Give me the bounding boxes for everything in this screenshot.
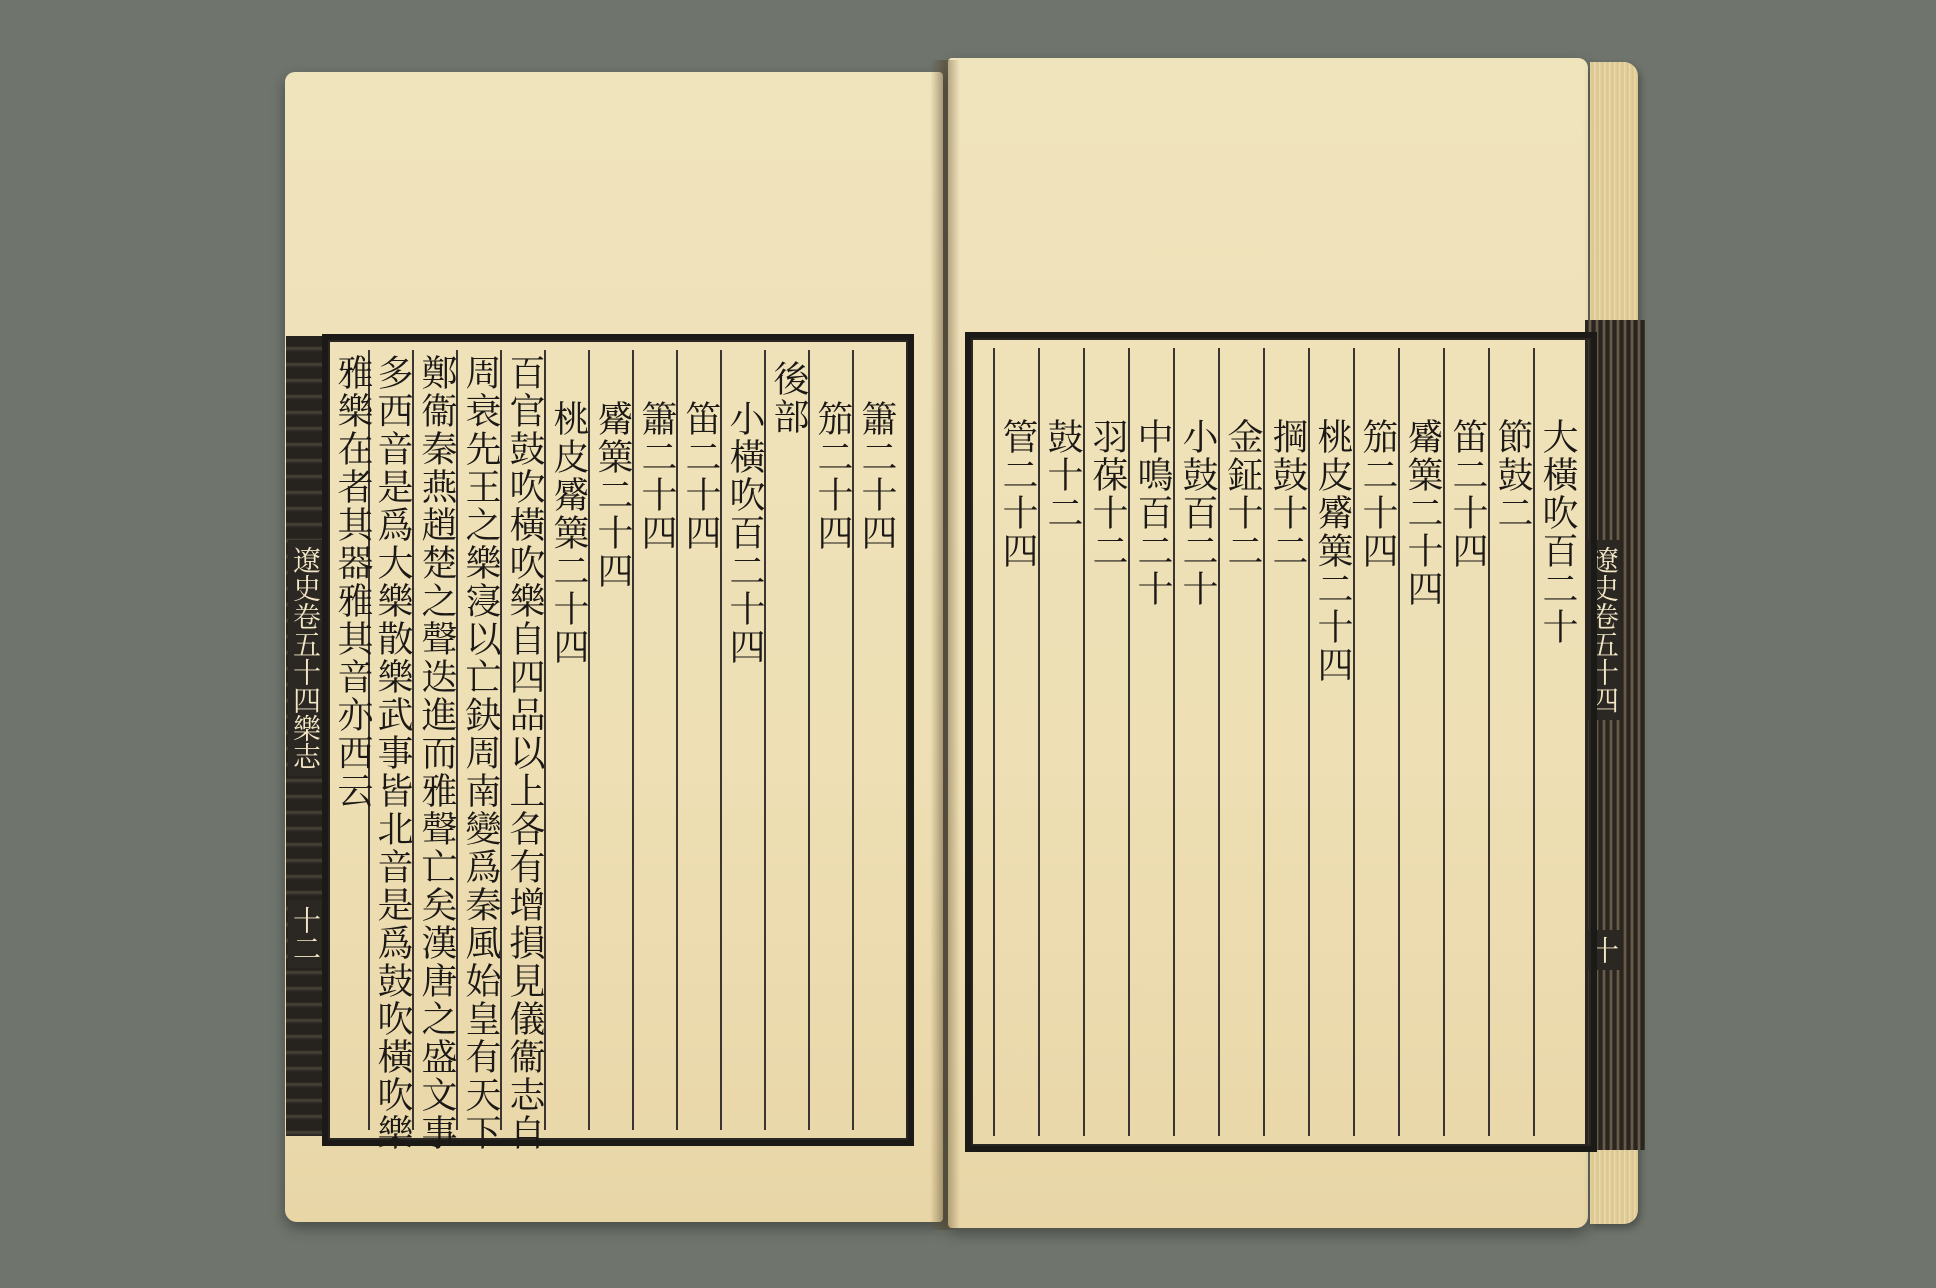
left-column xyxy=(588,350,634,1130)
left-column xyxy=(500,350,546,1152)
column-text: 笳二十四 xyxy=(1357,418,1398,570)
right-column xyxy=(1218,348,1264,1136)
column-text: 簫二十四 xyxy=(636,400,677,552)
left-page-number: 十二 xyxy=(288,900,322,968)
column-text: 笛二十四 xyxy=(1447,418,1488,570)
column-text: 掆鼓十二 xyxy=(1267,418,1308,570)
left-column xyxy=(764,350,810,1130)
right-column xyxy=(1353,348,1399,1136)
column-text: 鼓十二 xyxy=(1042,418,1083,532)
column-text: 笛二十四 xyxy=(680,400,721,552)
book-gutter xyxy=(930,60,960,1230)
column-text: 管二十四 xyxy=(997,418,1038,570)
column-text: 百官鼓吹橫吹樂自四品以上各有增損見儀衞志自 xyxy=(504,354,545,1152)
right-column xyxy=(1488,348,1534,1136)
column-text: 多西音是爲大樂散樂武事皆北音是爲鼓吹橫吹樂 xyxy=(372,354,413,1152)
right-column xyxy=(1083,348,1129,1136)
left-column xyxy=(676,350,722,1130)
column-text: 簫二十四 xyxy=(856,400,897,552)
column-text: 大橫吹百二十 xyxy=(1537,418,1578,646)
right-column xyxy=(1128,348,1174,1136)
column-text: 笳二十四 xyxy=(812,400,853,552)
column-text: 觱篥二十四 xyxy=(592,400,633,590)
column-text: 羽葆十二 xyxy=(1087,418,1128,570)
column-text: 觱篥二十四 xyxy=(1402,418,1443,608)
left-column xyxy=(632,350,678,1130)
column-text: 小橫吹百二十四 xyxy=(724,400,765,666)
left-inner-border xyxy=(328,340,908,1152)
right-margin-title: 遼史卷五十四 xyxy=(1586,540,1620,720)
column-text: 桃皮觱篥二十四 xyxy=(548,400,589,666)
column-text: 小鼓百二十 xyxy=(1177,418,1218,608)
right-column xyxy=(993,348,1039,1136)
right-column xyxy=(1038,348,1084,1136)
right-column xyxy=(1263,348,1309,1136)
left-column xyxy=(852,350,898,1130)
right-column xyxy=(1533,348,1579,1136)
column-text: 節鼓二 xyxy=(1492,418,1533,532)
right-text-frame xyxy=(965,332,1597,1152)
left-column xyxy=(368,350,414,1152)
column-text: 中鳴百二十 xyxy=(1132,418,1173,608)
right-page-number: 十 xyxy=(1586,930,1620,970)
left-column xyxy=(544,350,590,1130)
right-inner-border xyxy=(971,338,1591,1146)
column-text: 金鉦十二 xyxy=(1222,418,1263,570)
column-text: 雅樂在者其器雅其音亦西云 xyxy=(332,354,373,810)
left-column xyxy=(330,350,374,1130)
column-text: 後部 xyxy=(768,360,809,436)
left-column xyxy=(456,350,502,1152)
column-text: 周衰先王之樂寖以亡鈌周南變爲秦風始皇有天下 xyxy=(460,354,501,1152)
left-column xyxy=(808,350,854,1130)
left-column xyxy=(720,350,766,1130)
right-column xyxy=(1398,348,1444,1136)
right-column xyxy=(1443,348,1489,1136)
left-text-frame xyxy=(322,334,914,1152)
column-text: 鄭衞秦燕趙楚之聲迭進而雅聲亡矣漢唐之盛文事 xyxy=(416,354,457,1152)
left-margin-title: 遼史卷五十四樂志 xyxy=(288,540,322,776)
left-column xyxy=(412,350,458,1152)
right-column xyxy=(1308,348,1354,1136)
column-text: 桃皮觱篥二十四 xyxy=(1312,418,1353,684)
right-column xyxy=(1173,348,1219,1136)
